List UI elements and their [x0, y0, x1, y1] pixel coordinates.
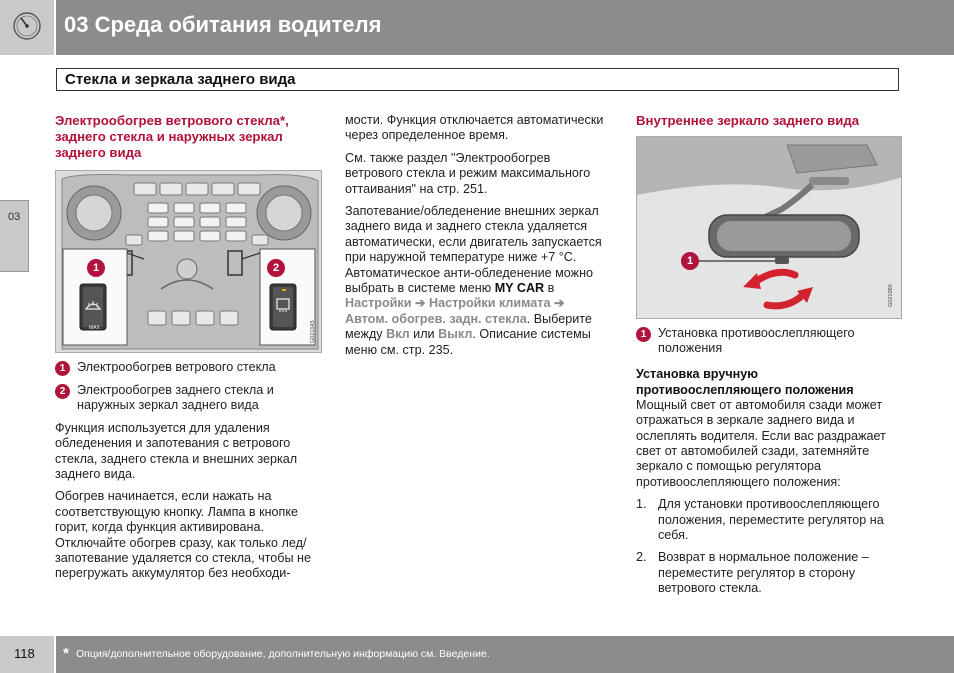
- auto-defrost-text-c: . Выберите между: [345, 311, 592, 342]
- legend-item-2: [55, 383, 323, 414]
- legend-text-2: Электрообогрев заднего стекла и наружных зеркал заднего вида: [77, 383, 274, 413]
- chapter-tab[interactable]: [0, 200, 29, 272]
- header-bar: [56, 0, 954, 55]
- column-3: [636, 113, 901, 597]
- legend-badge-1: 1: [55, 361, 70, 376]
- header-icon-block: [0, 0, 54, 55]
- list-num-2: 2.: [636, 550, 647, 565]
- footnote-star: *: [63, 645, 69, 662]
- menu-path-climate[interactable]: Настройки климата: [429, 296, 551, 311]
- column-2: [345, 113, 607, 358]
- option-off[interactable]: Выкл: [438, 327, 473, 342]
- figure-badge-1: 1: [87, 259, 105, 277]
- list-text-2: Возврат в нормальное положение – переместите регулятор в сторону ветрового стекла.: [658, 550, 869, 596]
- list-item-2: [636, 550, 901, 596]
- menu-path-rear-defrost[interactable]: Автом. обогрев. задн. стекла: [345, 311, 527, 326]
- section-title: Стекла и зеркала заднего вида: [65, 71, 296, 88]
- rearview-mirror-illustration: [637, 137, 902, 319]
- list-text-1: Для установки противоослепляющего положения, переместите регулятор на себя.: [658, 497, 884, 543]
- paragraph-start: Обогрев начинается, если нажать на соответствующую кнопку. Лампа в кнопке горит, когда функция активирована. Отключайте обогрев сразу, как только лед/запотевание удаляется со стекла, чтобы не перегружать аккумулятор без необходи-: [55, 489, 312, 581]
- figure-code: G021060: [888, 284, 894, 307]
- legend-text-1: Установка противоослепляющего положения: [658, 326, 855, 356]
- paragraph-usage: Функция используется для удаления обледенения и запотевания с ветрового стекла, заднего стекла и внешних зеркал заднего вида.: [55, 420, 298, 482]
- list-num-1: 1.: [636, 497, 647, 512]
- option-on[interactable]: Вкл: [386, 327, 410, 342]
- max-label: MAX: [89, 325, 100, 331]
- list-item-1: [636, 497, 901, 543]
- footer-bar: [56, 636, 954, 673]
- figure-code: G021045: [310, 320, 316, 343]
- menu-arrow-icon: ➔: [553, 296, 565, 311]
- chapter-title: 03 Среда обитания водителя: [64, 12, 382, 37]
- legend-badge-2: 2: [55, 384, 70, 399]
- chapter-tab-label: 03: [8, 211, 21, 223]
- legend-item-1: [636, 326, 901, 357]
- mirror-heading: Внутреннее зеркало заднего вида: [636, 113, 860, 128]
- auto-defrost-text-e: . Описание системы меню см. стр. 235.: [345, 327, 591, 357]
- figure-badge-2: 2: [267, 259, 285, 277]
- figure-badge-1: 1: [681, 252, 699, 270]
- auto-defrost-text-b: в: [544, 281, 555, 296]
- heating-heading: Электрообогрев ветрового стекла*, заднего стекла и наружных зеркал заднего вида: [55, 113, 289, 160]
- footer-page-block: [0, 636, 54, 673]
- auto-defrost-text-a: Запотевание/обледенение внешних зеркал заднего вида и заднего стекла удаляется автоматически, если двигатель запускается при наружной температуре ниже +7 °C. Автоматическое анти-обледенение можно выбрать в системе меню: [345, 204, 602, 296]
- legend-text-1: Электрообогрев ветрового стекла: [77, 360, 276, 374]
- paragraph-see-also: См. также раздел "Электрообогрев ветрового стекла и режим максимального оттаивания" на стр. 251.: [345, 150, 591, 196]
- menu-path-settings[interactable]: Настройки: [345, 296, 412, 311]
- my-car-label: MY CAR: [494, 281, 545, 296]
- page-number: 118: [14, 646, 35, 661]
- climate-panel-figure: [55, 170, 322, 353]
- rearview-mirror-figure: [636, 136, 902, 319]
- paragraph-auto-defrost: [345, 204, 607, 358]
- column-1: [55, 113, 323, 582]
- paragraph-auto-off: мости. Функция отключается автоматически через определенное время.: [345, 113, 604, 143]
- footnote-text: Опция/дополнительное оборудование, дополнительную информацию см. Введение.: [76, 648, 490, 660]
- legend-item-1: [55, 360, 323, 376]
- manual-dimming-heading: Установка вручную противоослепляющего положения: [636, 366, 854, 397]
- section-title-box: [56, 68, 899, 91]
- legend-badge-1: 1: [636, 327, 651, 342]
- paragraph-glare: Мощный свет от автомобиля сзади может отражаться в зеркале заднего вида и ослеплять водителя. Если вас раздражает свет от автомобилей сзади, затемняйте зеркало с помощью регулятора противоослепляющего положения:: [636, 397, 886, 489]
- speedometer-icon: [12, 10, 42, 42]
- menu-arrow-icon: ➔: [414, 296, 426, 311]
- auto-defrost-text-d: или: [409, 327, 439, 342]
